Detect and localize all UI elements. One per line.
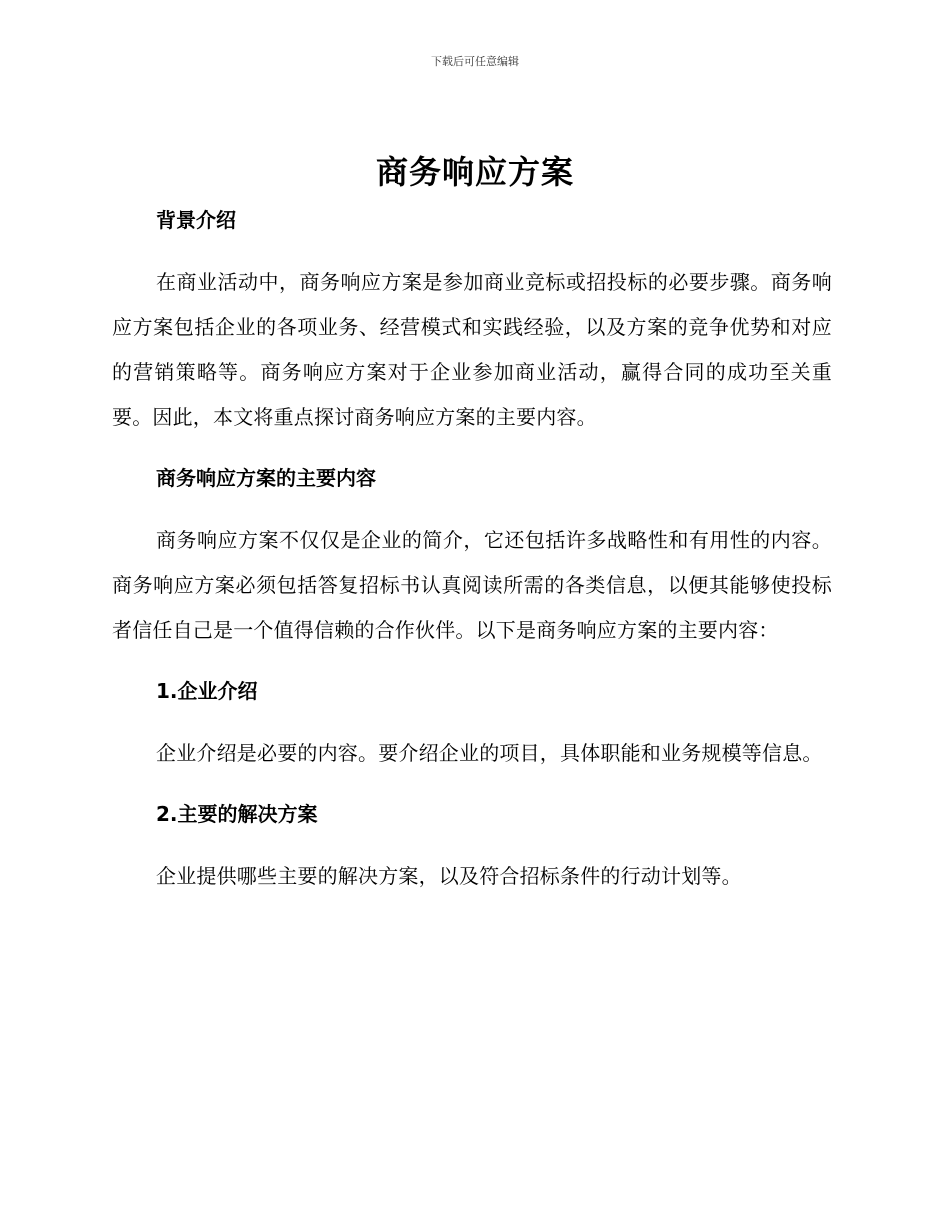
section-heading-main-content: 商务响应方案的主要内容 — [156, 466, 376, 490]
section-heading-background: 背景介绍 — [156, 208, 236, 232]
section-heading-solutions: 2.主要的解决方案 — [156, 802, 318, 826]
section-paragraph-main-content: 商务响应方案不仅仅是企业的简介，它还包括许多战略性和有用性的内容。商务响应方案必须包括答复招标书认真阅读所需的各类信息，以便其能够使投标者信任自己是一个值得信赖的合作伙伴。以下是商务响应方案的主要内容： — [112, 528, 832, 642]
section-paragraph-solutions: 企业提供哪些主要的解决方案，以及符合招标条件的行动计划等。 — [156, 864, 742, 888]
section-paragraph-company-intro: 企业介绍是必要的内容。要介绍企业的项目，具体职能和业务规模等信息。 — [156, 741, 823, 765]
document-title: 商务响应方案 — [375, 153, 574, 191]
section-heading-company-intro: 1.企业介绍 — [156, 679, 258, 703]
header-note: 下载后可任意编辑 — [431, 55, 519, 68]
document-body — [112, 202, 832, 899]
section-paragraph-background: 在商业活动中，商务响应方案是参加商业竞标或招投标的必要步骤。商务响应方案包括企业的各项业务、经营模式和实践经验，以及方案的竞争优势和对应的营销策略等。商务响应方案对于企业参加商业活动，赢得合同的成功至关重要。因此，本文将重点探讨商务响应方案的主要内容。 — [112, 270, 832, 429]
